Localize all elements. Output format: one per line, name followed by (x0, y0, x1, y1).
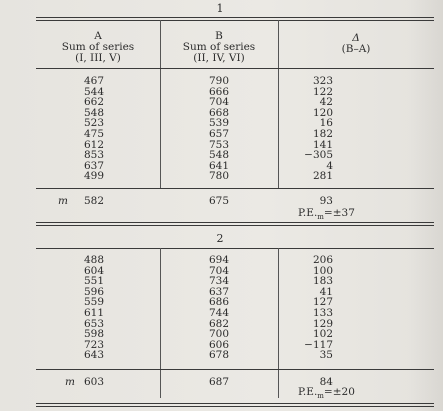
table-cell: 539 (208, 117, 229, 130)
header-delta-symbol: Δ (352, 32, 360, 44)
pe-prefix: P.E. (298, 386, 318, 398)
table-2-column-a (80, 255, 104, 361)
table-cell: −117 (304, 338, 333, 351)
table-cell: 281 (312, 170, 333, 183)
table-cell: 606 (208, 338, 229, 351)
table-cell: 686 (208, 296, 229, 309)
table-cell: 753 (208, 138, 229, 151)
table-1-column-a (80, 76, 104, 182)
table-cell: 551 (83, 275, 104, 288)
table-2-probable-error (298, 386, 355, 400)
header-b-line1: Sum of series (182, 41, 256, 53)
header-delta-line1: (B–A) (341, 43, 371, 55)
table-cell: 35 (319, 349, 333, 362)
table-cell: 548 (83, 106, 104, 119)
table-cell: 141 (312, 138, 333, 151)
table-cell: 612 (83, 138, 104, 151)
pe-value: =±37 (323, 207, 355, 219)
table-cell: 744 (208, 306, 229, 319)
table-1-bottom-rule (36, 222, 434, 226)
header-a-line2: (I, III, V) (75, 52, 121, 64)
table-2-mean-label: m (65, 376, 75, 388)
table-cell: 704 (208, 96, 229, 109)
table-2-column-b (205, 255, 229, 361)
page-edge-shadow (409, 0, 443, 411)
table-cell: 780 (208, 170, 229, 183)
table-cell: 122 (312, 85, 333, 98)
table-1-mean-delta: 93 (319, 195, 333, 207)
table-1-mean-a: 582 (83, 195, 104, 207)
table-1-header-rule (36, 68, 434, 69)
table-cell: 596 (83, 285, 104, 298)
table-cell: 643 (83, 349, 104, 362)
table-cell: 704 (208, 264, 229, 277)
header-b-letter: B (215, 30, 223, 42)
table-1-column-b (205, 76, 229, 182)
table-cell: 499 (83, 170, 104, 183)
table-2-number: 2 (216, 232, 224, 245)
table-cell: 182 (312, 127, 333, 140)
table-2-bottom-rule (36, 403, 434, 407)
table-cell: 323 (312, 75, 333, 87)
table-cell: 523 (83, 117, 104, 130)
table-1-header-b (160, 31, 278, 64)
table-1-number: 1 (216, 2, 224, 15)
table-cell: 544 (83, 85, 104, 98)
pe-subscript: m (317, 213, 324, 222)
header-a-line1: Sum of series (61, 41, 135, 53)
table-cell: 694 (208, 254, 229, 266)
table-cell: −305 (304, 149, 333, 162)
table-cell: 127 (312, 296, 333, 309)
table-cell: 637 (208, 285, 229, 298)
table-1-header-a (36, 31, 160, 64)
table-cell: 41 (319, 285, 333, 298)
table-cell: 666 (208, 85, 229, 98)
table-cell: 657 (208, 127, 229, 140)
header-a-letter: A (94, 30, 102, 42)
table-1-mean-b: 675 (208, 195, 229, 207)
table-2-mean-b: 687 (208, 376, 229, 388)
table-cell: 723 (83, 338, 104, 351)
table-cell: 548 (208, 149, 229, 162)
table-cell: 611 (83, 306, 104, 319)
table-1-column-delta (300, 76, 333, 182)
table-2-column-delta (300, 255, 333, 361)
table-1-probable-error (298, 207, 355, 221)
table-cell: 598 (83, 328, 104, 341)
table-2-separator-bd (278, 248, 279, 398)
table-1-mean-label: m (58, 195, 68, 207)
table-cell: 662 (83, 96, 104, 109)
table-cell: 559 (83, 296, 104, 309)
pe-subscript: m (317, 392, 324, 401)
table-cell: 678 (208, 349, 229, 362)
table-1-header-delta (278, 33, 434, 55)
table-cell: 668 (208, 106, 229, 119)
table-cell: 183 (312, 275, 333, 288)
table-2-mean-delta: 84 (319, 376, 333, 388)
table-cell: 682 (208, 317, 229, 330)
table-cell: 100 (312, 264, 333, 277)
table-2-separator-ab (160, 248, 161, 398)
table-cell: 4 (326, 159, 333, 172)
table-cell: 120 (312, 106, 333, 119)
table-cell: 102 (312, 328, 333, 341)
table-cell: 42 (319, 96, 333, 109)
table-cell: 133 (312, 306, 333, 319)
table-cell: 734 (208, 275, 229, 288)
header-b-line2: (II, IV, VI) (193, 52, 245, 64)
table-cell: 641 (208, 159, 229, 172)
pe-prefix: P.E. (298, 207, 318, 219)
table-cell: 637 (83, 159, 104, 172)
table-cell: 790 (208, 75, 229, 87)
table-cell: 488 (83, 254, 104, 266)
pe-value: =±20 (323, 386, 355, 398)
table-cell: 129 (312, 317, 333, 330)
table-cell: 853 (83, 149, 104, 162)
table-2-mean-a: 603 (83, 376, 104, 388)
table-2-mean-rule (36, 369, 434, 370)
table-cell: 467 (83, 75, 104, 87)
table-cell: 604 (83, 264, 104, 277)
table-cell: 206 (312, 254, 333, 266)
table-cell: 16 (319, 117, 333, 130)
table-2-top-rule (36, 248, 434, 249)
table-cell: 653 (83, 317, 104, 330)
table-1-top-rule (36, 17, 434, 21)
table-1-mean-rule (36, 188, 434, 189)
table-cell: 475 (83, 127, 104, 140)
table-cell: 700 (208, 328, 229, 341)
